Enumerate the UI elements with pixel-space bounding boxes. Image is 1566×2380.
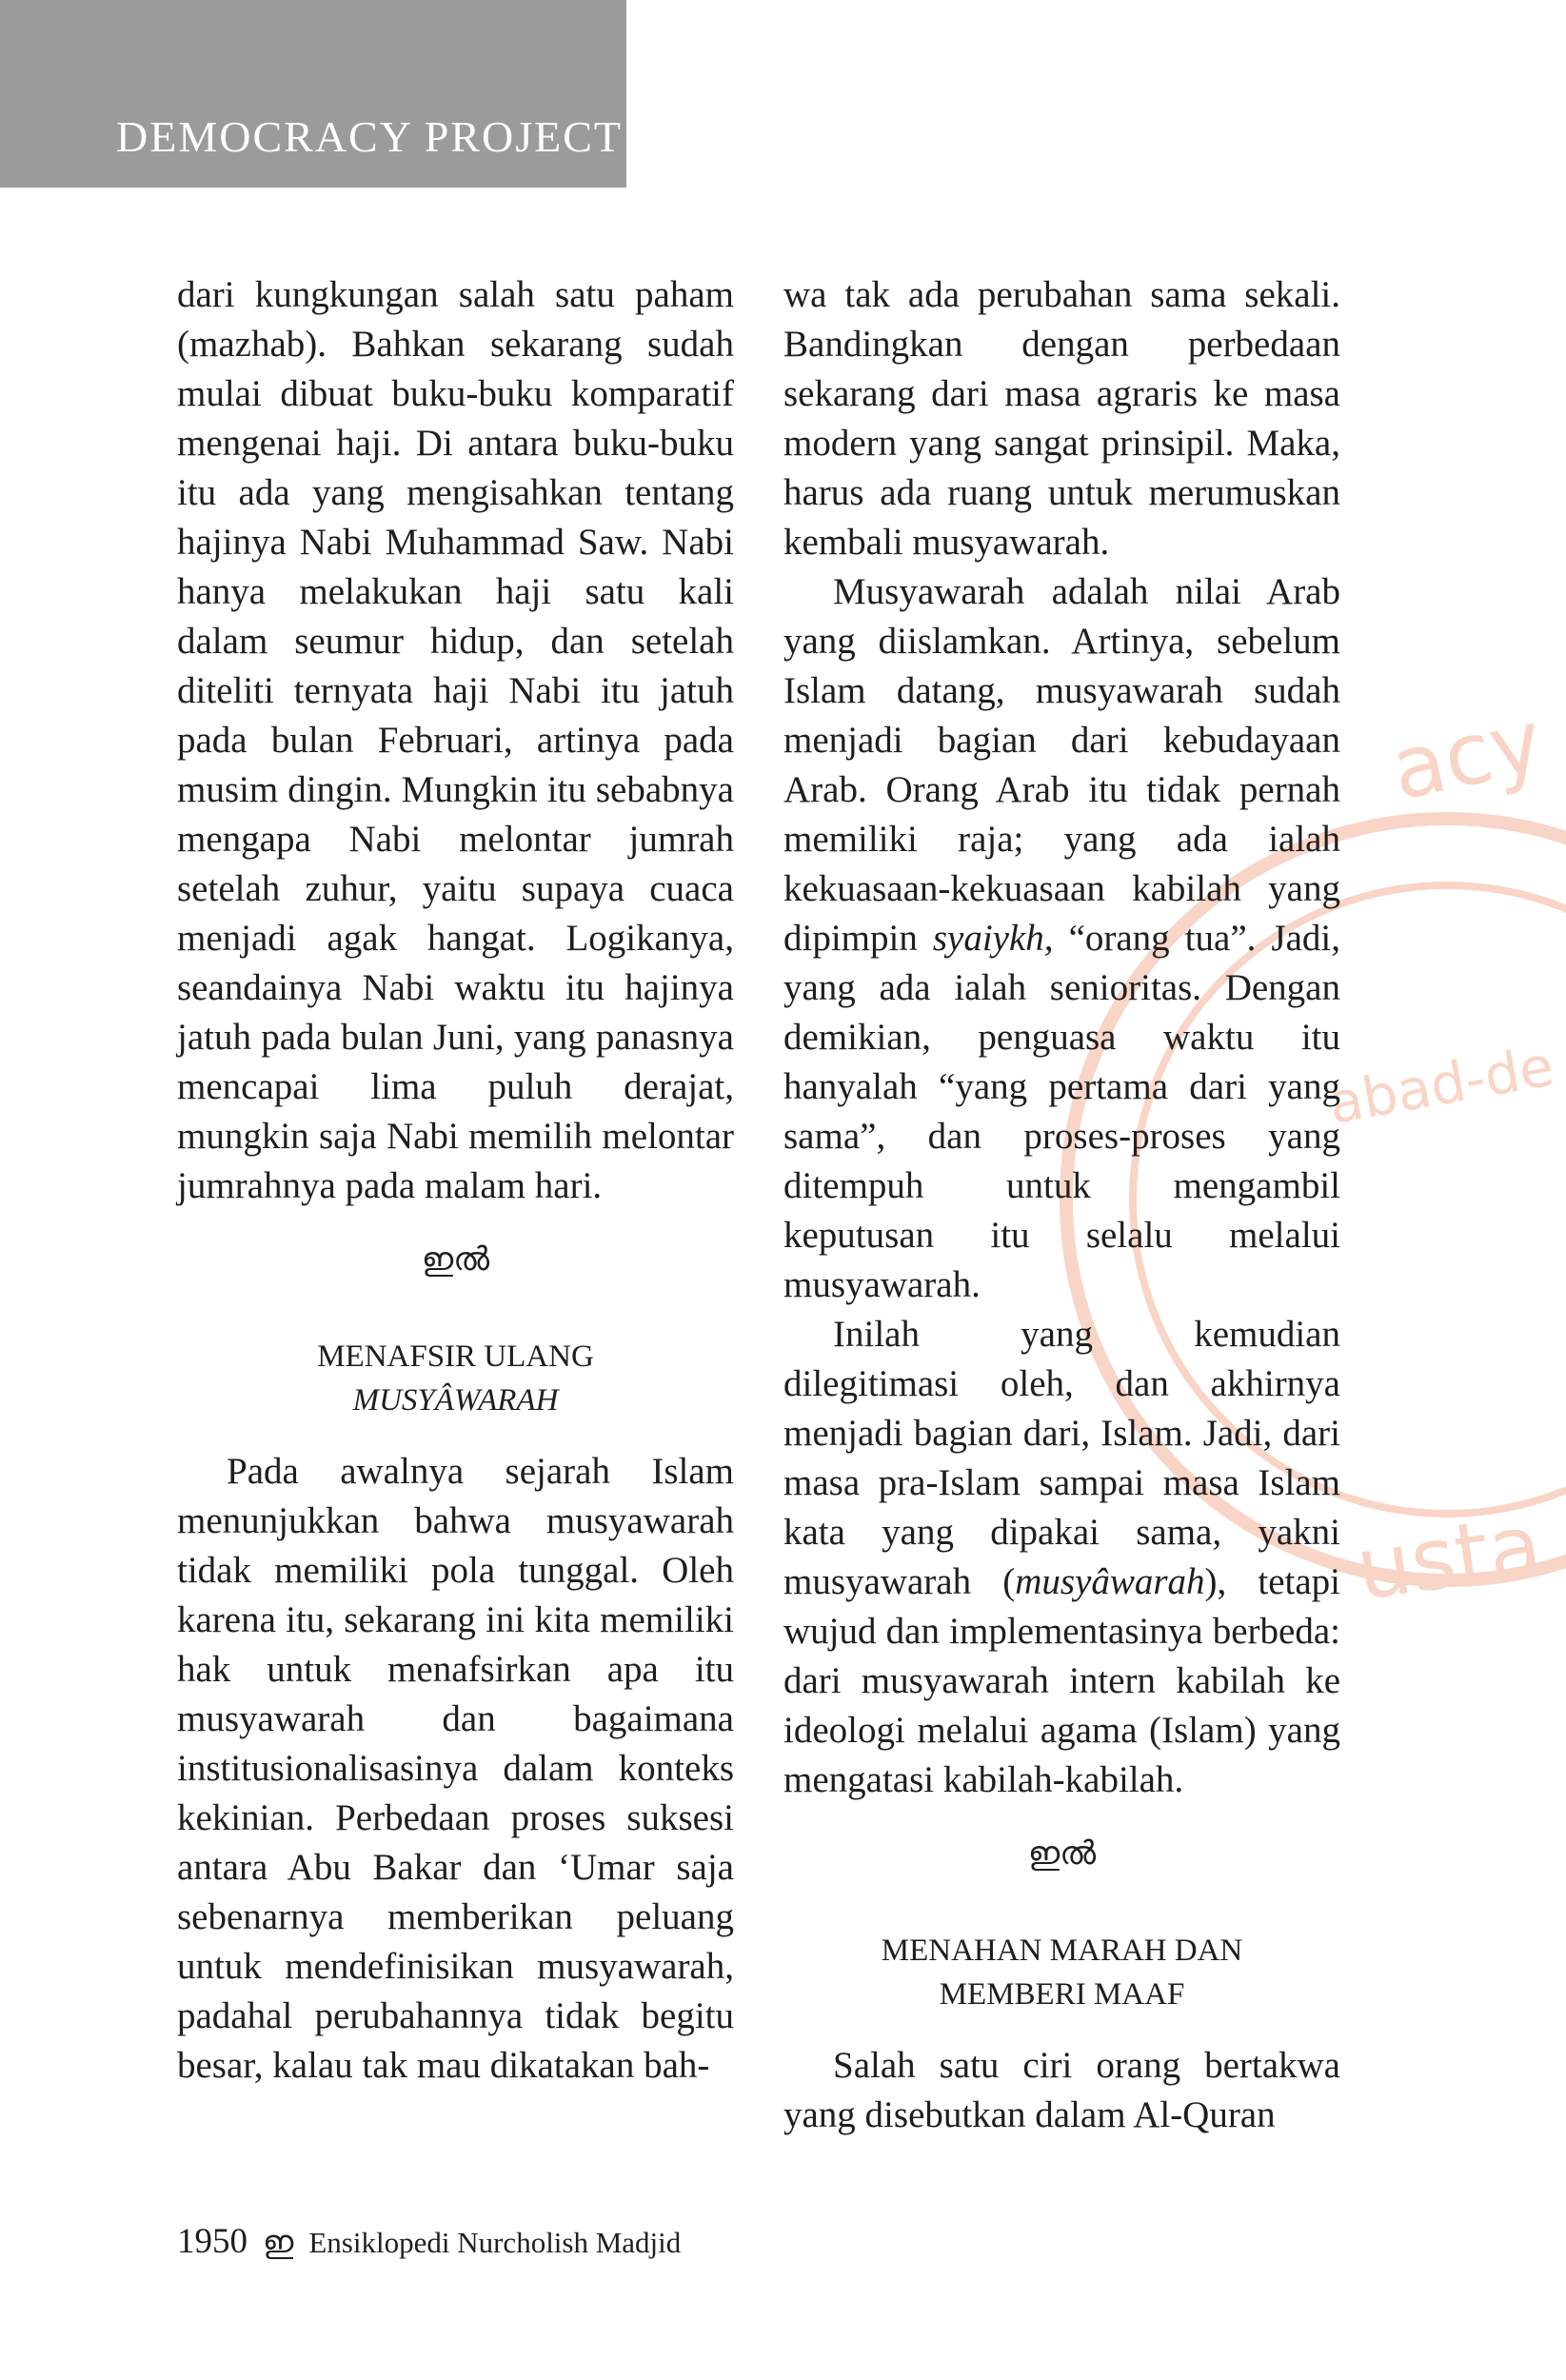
- ornament-divider: ഇൽ: [421, 1242, 490, 1278]
- section-heading-line-2: MUSYÂWARAH: [352, 1383, 559, 1418]
- stamp-word-1: acy: [1382, 690, 1552, 821]
- ornament-divider: ഇൽ: [1027, 1836, 1097, 1872]
- ornament-icon: ഇ: [263, 2226, 294, 2260]
- page-footer: [177, 2223, 681, 2262]
- right-paragraph-3: Inilah yang kemudian dilegitimasi oleh, dan akhirnya menjadi bagian dari, Islam. Jadi, dari masa pra-Islam sampai masa Islam kata yang dipakai sama, yakni musyawarah (musyâwarah), tetapi wujud dan implementasinya berbeda: dari musyawarah intern kabilah ke ideologi melalui agama (Islam) yang mengatasi kabilah-kabilah.: [783, 1314, 1340, 1800]
- running-header: [0, 0, 626, 188]
- section-heading-menafsir: [177, 1335, 734, 1422]
- section-heading-line-1: MENAFSIR ULANG: [317, 1339, 594, 1374]
- section-heading-line-1: MENAHAN MARAH DAN: [881, 1934, 1243, 1968]
- right-column: [783, 270, 1340, 2140]
- right-paragraph-2: Musyawarah adalah nilai Arab yang diislamkan. Artinya, sebelum Islam datang, musyawarah sudah menjadi bagian dari kebudayaan Arab. Orang Arab itu tidak pernah memiliki raja; yang ada ialah kekuasaan-kekuasaan kabilah yang dipimpin syaiykh, “orang tua”. Jadi, yang ada ialah senioritas. Dengan demikian, penguasa waktu itu hanyalah “yang pertama dari yang sama”, dan proses-proses yang ditempuh untuk mengambil keputusan itu selalu melalui musyawarah.: [783, 571, 1340, 1305]
- left-paragraph-2: Pada awalnya sejarah Islam menunjukkan bahwa musyawarah tidak memiliki pola tunggal. Oleh karena itu, sekarang ini kita memiliki hak untuk menafsirkan apa itu musyawarah dan bagaimana institusionalisasinya dalam konteks kekinian. Perbedaan proses suksesi antara Abu Bakar dan ‘Umar saja sebenarnya memberikan peluang untuk mendefinisikan musyawarah, padahal perubahannya tidak begitu besar, kalau tak mau dikatakan bah-: [177, 1451, 734, 2086]
- book-title: Ensiklopedi Nurcholish Madjid: [308, 2226, 682, 2259]
- left-paragraph-1: dari kungkungan salah satu paham (mazhab). Bahkan sekarang sudah mulai dibuat buku-buku komparatif mengenai haji. Di antara buku-buku itu ada yang mengisahkan tentang hajinya Nabi Muhammad Saw. Nabi hanya melakukan haji satu kali dalam seumur hidup, dan setelah diteliti ternyata haji Nabi itu jatuh pada bulan Februari, artinya pada musim dingin. Mungkin itu sebabnya mengapa Nabi melontar jumrah setelah zuhur, yaitu supaya cuaca menjadi agak hangat. Logikanya, seandainya Nabi waktu itu hajinya jatuh pada bulan Juni, yang panasnya mencapai lima puluh derajat, mungkin saja Nabi memilih melontar jumrahnya pada malam hari.: [177, 274, 734, 1206]
- page-number: 1950: [177, 2222, 248, 2261]
- stamp-word-3: usta: [1350, 1495, 1548, 1620]
- stamp-word-2: abad-de: [1323, 1033, 1558, 1137]
- right-paragraph-4: Salah satu ciri orang bertakwa yang disebutkan dalam Al-Quran: [783, 2045, 1340, 2135]
- running-header-title: DEMOCRACY PROJECT: [116, 112, 623, 161]
- section-heading-line-2: MEMBERI MAAF: [939, 1977, 1185, 2012]
- right-paragraph-1: wa tak ada perubahan sama sekali. Bandingkan dengan perbedaan sekarang dari masa agraris ke masa modern yang sangat prinsipil. Maka, harus ada ruang untuk merumuskan kembali musyawarah.: [783, 274, 1340, 563]
- section-heading-menahan: [783, 1929, 1340, 2016]
- left-column: [177, 270, 734, 2091]
